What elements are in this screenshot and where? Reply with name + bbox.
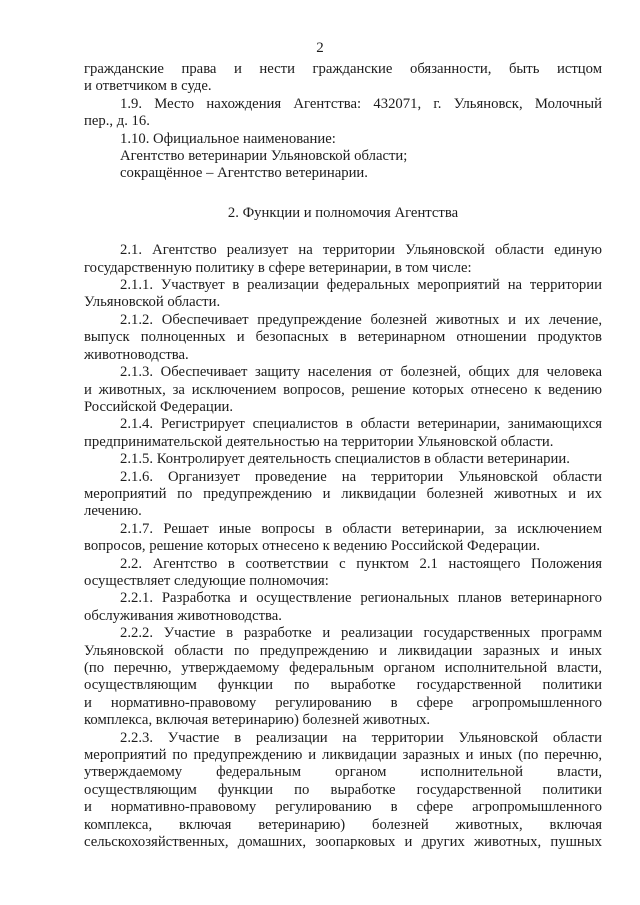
text-line: комплекса, включая ветеринарию) болезней животных, включая bbox=[84, 816, 602, 833]
text-line: (по перечню, утверждаемому федеральным органом исполнительной власти, bbox=[84, 660, 602, 676]
text-line: утверждаемому федеральным органом исполнительной власти, bbox=[84, 764, 602, 781]
text-line: 2.2.2. Участие в разработке и реализации государственных программ bbox=[120, 625, 602, 642]
text-line: животноводства. bbox=[84, 346, 189, 363]
text-line: Российской Федерации. bbox=[84, 398, 234, 415]
text-line: пер., д. 16. bbox=[84, 113, 150, 130]
text-line: комплекса, включая ветеринарию) болезней животных. bbox=[84, 712, 431, 729]
section-heading: 2. Функции и полномочия Агентства bbox=[227, 204, 459, 221]
page-number: 2 bbox=[316, 40, 324, 56]
text-line: вопросов, решение которых отнесено к ведению Российской Федерации. bbox=[84, 538, 541, 555]
text-line: Ульяновской области. bbox=[84, 294, 221, 311]
text-line: обслуживания животноводства. bbox=[84, 607, 282, 624]
text-line: 1.9. Место нахождения Агентства: 432071, г. Ульяновск, Молочный bbox=[120, 95, 602, 112]
text-line: гражданские права и нести гражданские обязанности, быть истцом bbox=[84, 61, 602, 77]
text-line: 2.1.3. Обеспечивает защиту населения от болезней, общих для человека bbox=[120, 364, 602, 381]
text-line: 1.10. Официальное наименование: bbox=[120, 130, 336, 147]
text-line: мероприятий по предупреждению и ликвидации болезней животных и их bbox=[84, 485, 602, 502]
text-line: 2.2.1. Разработка и осуществление региональных планов ветеринарного bbox=[120, 590, 602, 607]
text-line: 2.1.7. Решает иные вопросы в области ветеринарии, за исключением bbox=[120, 520, 602, 537]
text-line: 2.1.1. Участвует в реализации федеральных мероприятий на территории bbox=[120, 277, 602, 294]
document-body bbox=[84, 61, 602, 851]
text-line: 2.1. Агентство реализует на территории Ульяновской области единую bbox=[120, 242, 602, 259]
text-line: 2.2.3. Участие в реализации на территории Ульяновской области bbox=[120, 729, 602, 746]
text-line: Агентство ветеринарии Ульяновской области; bbox=[120, 148, 408, 165]
text-line: предпринимательской деятельностью на территории Ульяновской области. bbox=[84, 433, 554, 450]
text-line: и нормативно-правовому регулированию в сфере агропромышленного bbox=[84, 694, 602, 711]
text-line: мероприятий по предупреждению и ликвидации заразных и иных (по перечню, bbox=[84, 747, 602, 764]
text-line: 2.2. Агентство в соответствии с пунктом 2.1 настоящего Положения bbox=[120, 555, 602, 572]
text-line: осуществляющим функции по выработке государственной политики bbox=[84, 677, 602, 694]
text-line: выпуск полноценных и безопасных в ветеринарном отношении продуктов bbox=[84, 329, 602, 346]
text-line: 2.1.2. Обеспечивает предупреждение болезней животных и их лечение, bbox=[120, 311, 602, 328]
text-line: осуществляющим функции по выработке государственной политики bbox=[84, 781, 602, 798]
text-line: сельскохозяйственных, домашних, зоопарковых и других животных, пушных bbox=[84, 834, 602, 851]
text-line: Ульяновской области по предупреждению и ликвидации заразных и иных bbox=[84, 642, 602, 659]
text-line: осуществляет следующие полномочия: bbox=[84, 572, 329, 589]
text-line: и животных, за исключением вопросов, решение которых отнесено к ведению bbox=[84, 381, 602, 398]
text-line: 2.1.6. Организует проведение на территории Ульяновской области bbox=[120, 468, 602, 485]
text-line: 2.1.5. Контролирует деятельность специалистов в области ветеринарии. bbox=[120, 451, 570, 468]
text-line: лечению. bbox=[84, 503, 142, 520]
text-line: сокращённое – Агентство ветеринарии. bbox=[120, 165, 368, 182]
text-line: 2.1.4. Регистрирует специалистов в области ветеринарии, занимающихся bbox=[120, 416, 602, 433]
text-line: и нормативно-правовому регулированию в сфере агропромышленного bbox=[84, 799, 602, 816]
text-line: государственную политику в сфере ветеринарии, в том числе: bbox=[84, 259, 472, 276]
text-line: и ответчиком в суде. bbox=[84, 78, 212, 95]
